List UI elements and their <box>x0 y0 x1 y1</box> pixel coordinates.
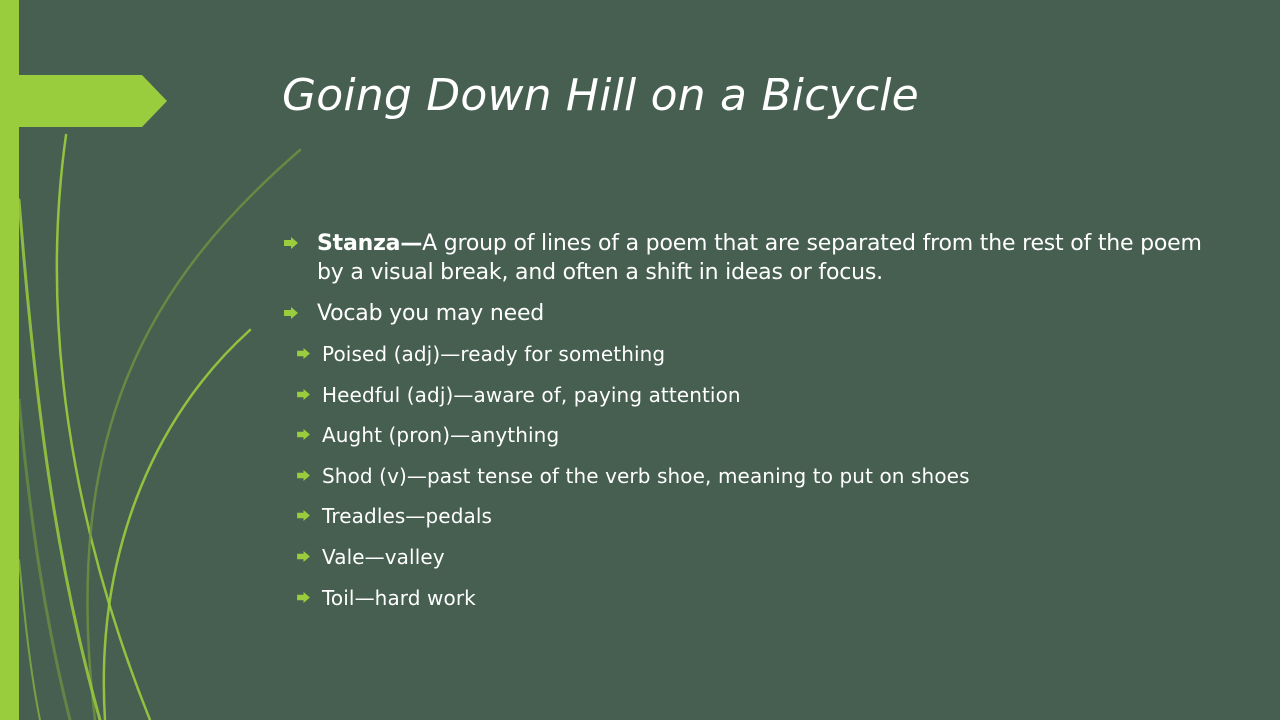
arrow-right-icon <box>297 348 310 359</box>
vocab-item <box>243 462 1220 491</box>
arrow-right-icon <box>297 551 310 562</box>
vocab-item <box>243 584 1220 613</box>
vocab-item-text: Poised (adj)—ready for something <box>322 342 666 366</box>
vocab-item <box>243 502 1220 531</box>
vocab-item <box>243 340 1220 369</box>
bullet-vocab-heading <box>280 299 1220 328</box>
vocab-item-text: Toil—hard work <box>322 585 476 610</box>
arrow-right-icon <box>297 389 310 400</box>
vocab-item-text: Shod (v)—past tense of the verb shoe, meaning to put on shoes <box>322 463 970 488</box>
arrow-right-icon <box>297 592 310 603</box>
stanza-definition: A group of lines of a poem that are separated from the rest of the poem by a visual break, and often a shift in ideas or focus. <box>317 231 1202 285</box>
vocab-item <box>243 421 1220 450</box>
slide-content <box>280 229 1220 624</box>
arrow-right-icon <box>284 237 298 249</box>
vocab-item-text: Aught (pron)—anything <box>322 423 560 448</box>
arrow-right-icon <box>297 470 310 481</box>
vocab-heading-text: Vocab you may need <box>317 301 545 326</box>
arrow-right-icon <box>297 429 310 440</box>
bullet-stanza <box>280 229 1220 287</box>
arrow-right-icon <box>284 307 298 319</box>
vocab-item-text: Treadles—pedals <box>322 504 493 529</box>
vocab-item <box>243 543 1220 572</box>
vocab-item <box>243 381 1220 410</box>
vocab-item-text: Heedful (adj)—aware of, paying attention <box>322 382 741 407</box>
title-flag-shape <box>0 75 170 129</box>
vocab-item-text: Vale—valley <box>322 544 445 569</box>
slide-title: Going Down Hill on a Bicycle <box>282 70 919 121</box>
arrow-right-icon <box>297 510 310 521</box>
stanza-term: Stanza— <box>317 231 423 256</box>
